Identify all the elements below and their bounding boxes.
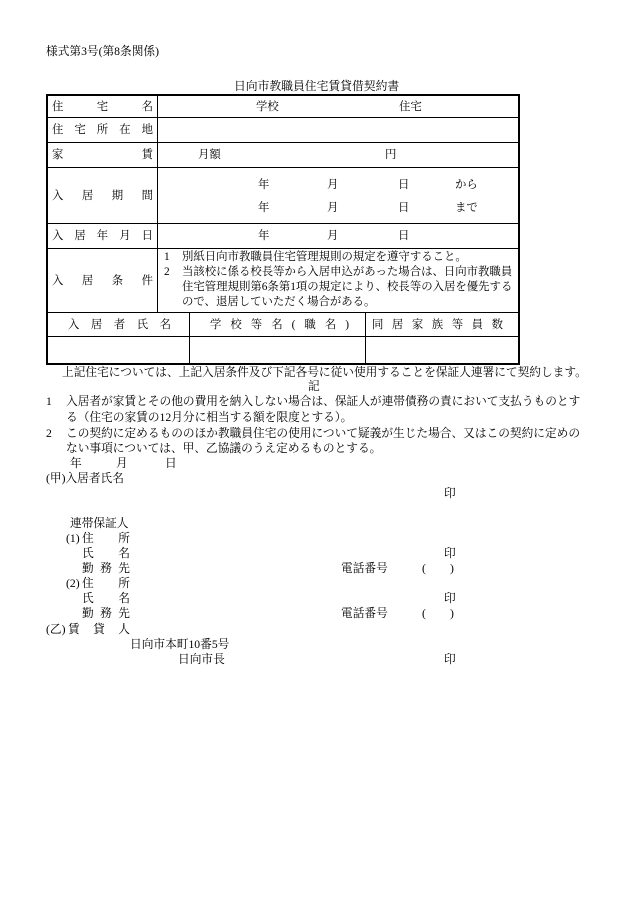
guarantor-2-phone-paren-open: ( [422,607,426,620]
housing-name-label-cell [48,96,158,118]
family-count-cell [366,337,518,363]
date-year: 年 [70,457,82,470]
occupant-name-header-cell [48,313,190,337]
monthly-amount-label: 月額 [198,149,221,161]
period-start-month: 月 [327,179,339,191]
rent-label: 家賃 [52,149,153,161]
form-number: 様式第3号(第8条関係) [46,45,159,58]
guarantor-1-seal: 印 [444,547,456,560]
party-b-prefix: (乙) [46,623,66,636]
move-in-date-value-cell [158,224,518,249]
party-a-label: (甲)入居者氏名 [46,472,124,485]
document-title: 日向市教職員住宅賃貸借契約書 [234,79,400,93]
clause-1-line-1: 入居者が家賃とその他の費用を納入しない場合は、保証人が連帯債務の責において支払うものとす [66,395,581,408]
guarantor-1-phone-paren-open: ( [422,562,426,575]
clause-number-2: 2 [46,427,52,440]
period-end-month: 月 [327,202,339,214]
clause-2-line-1: この契約に定めるもののほか教職員住宅の使用について疑義が生じた場合、又はこの契約に定めの [66,427,581,440]
address-label: 住宅所在地 [52,124,153,136]
family-count-header-cell [366,313,518,337]
conditions-label: 入居条件 [52,274,153,287]
school-suffix: 学校 [256,101,279,113]
date-day: 日 [165,457,177,470]
clause-1-line-2: る（住宅の家賃の12月分に相当する額を限度とする）。 [66,411,353,424]
guarantor-1-phone-paren-close: ) [450,562,454,575]
school-name-header-cell [190,313,366,337]
contract-statement: 上記住宅については、上記入居条件及び下記各号に従い使用することを保証人連署にて契約します。 [62,366,587,379]
condition-2-line-2: 住宅管理規則第6条第1項の規定により、校長等の入居を優先する [182,281,513,293]
period-start-day: 日 [398,179,410,191]
move-in-month: 月 [327,230,339,242]
school-name-header: 学校等名(職名) [210,318,349,331]
address-value-cell [158,118,518,143]
guarantor-2-name-label: 氏名 [82,592,130,605]
rent-label-cell [48,143,158,168]
ki-heading: 記 [308,380,320,393]
condition-1-line-1: 別紙日向市教職員住宅管理規則の規定を遵守すること。 [182,251,467,263]
move-in-date-label-cell [48,224,158,249]
guarantor-2-number: (2) [66,577,80,590]
condition-2-line-3: ので、退居していただく場合がある。 [182,296,376,308]
conditions-label-cell [48,249,158,313]
conditions-value-cell [158,249,518,313]
condition-2-line-1: 当該校に係る校長等から入居申込があった場合は、日向市教職員 [182,266,513,278]
lessor-address: 日向市本町10番5号 [130,638,230,651]
guarantor-2-work-label: 勤務先 [82,607,130,620]
housing-suffix: 住宅 [399,101,422,113]
school-name-cell [190,337,366,363]
period-label: 入居期間 [52,189,153,202]
occupant-name-cell [48,337,190,363]
period-end-year: 年 [258,202,270,214]
lessor-name: 日向市長 [178,653,225,666]
guarantor-2-address-label: 住所 [82,577,130,590]
family-count-header: 同居家族等員数 [372,318,503,331]
condition-number-2: 2 [164,266,170,278]
condition-number-1: 1 [164,251,170,263]
occupant-name-header: 入居者氏名 [68,318,171,331]
lessor-seal: 印 [444,653,456,666]
period-end-day: 日 [398,202,410,214]
guarantor-1-phone-label: 電話番号 [341,562,388,575]
party-b-label: 賃貸人 [68,623,130,636]
guarantor-1-work-label: 勤務先 [82,562,130,575]
move-in-day: 日 [398,230,410,242]
period-value-cell [158,168,518,224]
housing-name-label: 住宅名 [52,100,153,113]
guarantor-1-number: (1) [66,532,80,545]
period-start-year: 年 [258,179,270,191]
move-in-year: 年 [258,230,270,242]
clause-number-1: 1 [46,395,52,408]
rent-value-cell [158,143,518,168]
yen-unit: 円 [385,149,397,161]
guarantor-2-phone-label: 電話番号 [341,607,388,620]
guarantor-2-seal: 印 [444,592,456,605]
guarantor-1-name-label: 氏名 [82,547,130,560]
period-until: まで [455,202,478,214]
move-in-date-label: 入居年月日 [52,230,153,242]
period-label-cell [48,168,158,224]
date-month: 月 [116,457,128,470]
party-a-seal: 印 [444,487,456,500]
period-from: から [455,179,478,191]
guarantor-heading: 連帯保証人 [70,517,129,530]
guarantor-1-address-label: 住所 [82,532,130,545]
clause-2-line-2: ない事項については、甲、乙協議のうえ定めるものとする。 [66,442,382,455]
housing-name-value-cell [158,96,518,118]
contract-table [46,94,520,365]
guarantor-2-phone-paren-close: ) [450,607,454,620]
address-label-cell [48,118,158,143]
